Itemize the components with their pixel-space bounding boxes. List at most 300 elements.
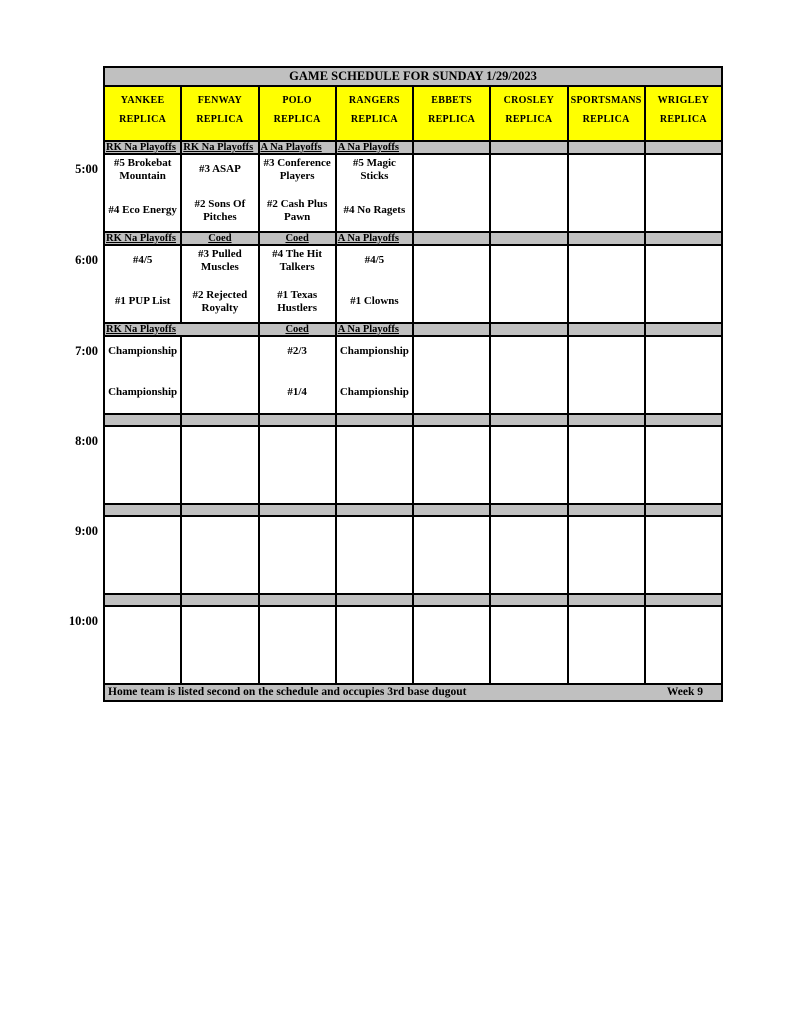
- division-band-cell: [413, 504, 490, 516]
- division-band-cell: [413, 594, 490, 606]
- game-matchup: [491, 607, 566, 683]
- division-band-cell: [568, 414, 645, 426]
- game-cell: [413, 516, 490, 594]
- field-name: FENWAY: [197, 95, 242, 106]
- game-matchup: [337, 517, 412, 593]
- division-band-cell: [413, 323, 490, 336]
- division-band-cell: [104, 232, 181, 245]
- away-team: [184, 338, 255, 365]
- home-team: [571, 197, 642, 224]
- away-team: [184, 428, 255, 455]
- game-matchup: [414, 427, 489, 503]
- game-row: [0, 516, 722, 594]
- division-band-cell: [568, 504, 645, 516]
- game-matchup: [569, 337, 644, 413]
- game-cell: [413, 154, 490, 232]
- away-team: #3 Pulled Muscles: [198, 247, 242, 273]
- schedule-title: GAME SCHEDULE FOR SUNDAY 1/29/2023: [104, 67, 722, 86]
- home-team: [493, 197, 564, 224]
- away-team: [493, 156, 564, 183]
- division-band-cell: [336, 323, 413, 336]
- away-team: [416, 608, 487, 635]
- home-team: [184, 379, 255, 406]
- game-matchup: [646, 607, 721, 683]
- game-row: [0, 426, 722, 504]
- division-band-cell: [181, 232, 258, 245]
- field-name: RANGERS: [348, 95, 400, 106]
- away-team: [571, 428, 642, 455]
- game-matchup: [337, 337, 412, 413]
- home-team: #2 Sons Of Pitches: [194, 197, 246, 223]
- game-cell: [568, 245, 645, 323]
- away-team: #4/5: [132, 254, 153, 266]
- home-team: [262, 469, 333, 496]
- gutter-spacer: [0, 232, 104, 245]
- game-cell: [490, 516, 567, 594]
- week-label: Week 9: [666, 686, 703, 698]
- division-band-cell: [645, 414, 722, 426]
- division-band-cell: [490, 232, 567, 245]
- gutter-spacer: [0, 414, 104, 426]
- game-cell: [104, 516, 181, 594]
- game-cell: [645, 516, 722, 594]
- field-header-cell: [336, 86, 413, 141]
- away-team: [493, 247, 564, 274]
- game-matchup: [260, 427, 335, 503]
- field-header-row: [0, 86, 722, 141]
- away-team: [571, 247, 642, 274]
- game-matchup: [337, 246, 412, 322]
- away-team: [571, 608, 642, 635]
- game-cell: [336, 245, 413, 323]
- field-header-cell: [181, 86, 258, 141]
- game-matchup: [182, 517, 257, 593]
- away-team: Championship: [108, 345, 178, 357]
- field-header-cell: [568, 86, 645, 141]
- division-band-row: [0, 504, 722, 516]
- home-team: [184, 469, 255, 496]
- game-matchup: [414, 517, 489, 593]
- division-band-cell: [645, 594, 722, 606]
- home-team: [184, 649, 255, 676]
- home-team: [416, 197, 487, 224]
- division-band-cell: [259, 232, 336, 245]
- field-name: SPORTSMANS: [570, 95, 642, 106]
- game-cell: [104, 336, 181, 414]
- time-label: 8:00: [75, 434, 98, 448]
- home-team: [571, 649, 642, 676]
- field-type-label: REPLICA: [273, 114, 321, 125]
- game-cell: [645, 606, 722, 684]
- division-band-cell: [490, 323, 567, 336]
- away-team: [648, 608, 719, 635]
- home-team: [339, 649, 410, 676]
- division-label: A Na Playoffs: [337, 233, 399, 244]
- division-band-row: [0, 594, 722, 606]
- game-matchup: [491, 517, 566, 593]
- game-row: [0, 245, 722, 323]
- division-band-cell: [104, 504, 181, 516]
- game-matchup: [105, 337, 180, 413]
- division-band-cell: [336, 504, 413, 516]
- division-band-cell: [104, 594, 181, 606]
- game-matchup: [646, 517, 721, 593]
- game-matchup: [182, 246, 257, 322]
- game-matchup: [414, 607, 489, 683]
- game-row: [0, 606, 722, 684]
- game-cell: [645, 154, 722, 232]
- home-team: #1 Texas Hustlers: [277, 288, 318, 314]
- title-row: [0, 67, 722, 86]
- away-team: [262, 428, 333, 455]
- game-matchup: [105, 246, 180, 322]
- away-team: [184, 608, 255, 635]
- away-team: #5 Brokebat Mountain: [113, 156, 172, 182]
- game-cell: [259, 336, 336, 414]
- game-cell: [490, 606, 567, 684]
- home-team: [571, 288, 642, 315]
- game-matchup: [182, 337, 257, 413]
- game-cell: [181, 516, 258, 594]
- home-team: #1/4: [287, 386, 307, 398]
- away-team: [416, 156, 487, 183]
- game-matchup: [182, 607, 257, 683]
- away-team: [648, 247, 719, 274]
- division-label: Coed: [285, 324, 309, 335]
- game-cell: [490, 336, 567, 414]
- home-team: [648, 559, 719, 586]
- home-team: [339, 559, 410, 586]
- division-band-cell: [645, 504, 722, 516]
- game-cell: [568, 336, 645, 414]
- field-header-cell: [645, 86, 722, 141]
- division-band-cell: [336, 232, 413, 245]
- game-matchup: [414, 337, 489, 413]
- game-cell: [336, 606, 413, 684]
- away-team: [493, 428, 564, 455]
- time-label: 7:00: [75, 344, 98, 358]
- game-matchup: [414, 155, 489, 231]
- gutter-spacer: [0, 323, 104, 336]
- game-cell: [568, 606, 645, 684]
- home-team: [493, 288, 564, 315]
- home-team: #2 Rejected Royalty: [192, 288, 248, 314]
- game-cell: [181, 245, 258, 323]
- away-team: #5 Magic Sticks: [352, 156, 396, 182]
- field-header-cell: [413, 86, 490, 141]
- division-band-cell: [413, 232, 490, 245]
- home-team: [493, 649, 564, 676]
- division-band-cell: [336, 141, 413, 154]
- division-band-cell: [336, 594, 413, 606]
- division-band-cell: [104, 414, 181, 426]
- game-matchup: [646, 427, 721, 503]
- schedule-table: [0, 66, 723, 702]
- division-band-row: [0, 141, 722, 154]
- away-team: Championship: [339, 345, 409, 357]
- game-matchup: [260, 517, 335, 593]
- game-row: [0, 154, 722, 232]
- field-name: WRIGLEY: [657, 95, 710, 106]
- home-team: [262, 559, 333, 586]
- game-cell: [181, 606, 258, 684]
- away-team: [648, 428, 719, 455]
- away-team: #4 The Hit Talkers: [272, 247, 323, 273]
- game-row: [0, 336, 722, 414]
- home-team: [571, 469, 642, 496]
- division-band-cell: [490, 141, 567, 154]
- home-team: Championship: [339, 386, 409, 398]
- division-band-cell: [259, 504, 336, 516]
- away-team: [184, 518, 255, 545]
- division-label: Coed: [285, 233, 309, 244]
- game-cell: [336, 516, 413, 594]
- home-team: [648, 469, 719, 496]
- game-cell: [181, 154, 258, 232]
- field-type-label: REPLICA: [119, 114, 167, 125]
- division-band-cell: [259, 414, 336, 426]
- away-team: [493, 338, 564, 365]
- game-cell: [413, 245, 490, 323]
- game-cell: [259, 154, 336, 232]
- division-label: A Na Playoffs: [260, 142, 322, 153]
- game-cell: [413, 426, 490, 504]
- game-matchup: [260, 155, 335, 231]
- field-header-cell: [490, 86, 567, 141]
- field-header-cell: [104, 86, 181, 141]
- division-label: RK Na Playoffs: [106, 233, 176, 244]
- home-team: [648, 197, 719, 224]
- time-label: 9:00: [75, 524, 98, 538]
- game-matchup: [646, 337, 721, 413]
- away-team: [571, 518, 642, 545]
- away-team: #2/3: [287, 345, 307, 357]
- game-cell: [336, 426, 413, 504]
- home-team: [648, 379, 719, 406]
- footer-note: Home team is listed second on the schedule and occupies 3rd base dugout: [108, 686, 467, 698]
- home-team: #1 Clowns: [350, 295, 399, 307]
- division-band-cell: [259, 141, 336, 154]
- away-team: [648, 156, 719, 183]
- home-team: [107, 469, 178, 496]
- game-cell: [568, 154, 645, 232]
- game-cell: [104, 154, 181, 232]
- game-cell: [104, 606, 181, 684]
- home-team: [493, 559, 564, 586]
- game-cell: [568, 516, 645, 594]
- gutter-spacer: [0, 594, 104, 606]
- home-team: [571, 379, 642, 406]
- division-band-cell: [568, 594, 645, 606]
- game-matchup: [105, 607, 180, 683]
- gutter-spacer: [0, 504, 104, 516]
- game-cell: [413, 606, 490, 684]
- game-cell: [568, 426, 645, 504]
- division-label: RK Na Playoffs: [106, 324, 176, 335]
- game-cell: [181, 336, 258, 414]
- field-name: POLO: [282, 95, 312, 106]
- game-matchup: [414, 246, 489, 322]
- game-matchup: [260, 337, 335, 413]
- home-team: [416, 379, 487, 406]
- field-type-label: REPLICA: [582, 114, 630, 125]
- time-label: 6:00: [75, 253, 98, 267]
- game-matchup: [491, 427, 566, 503]
- schedule-body: [0, 141, 722, 684]
- field-name: YANKEE: [120, 95, 165, 106]
- game-matchup: [569, 155, 644, 231]
- division-label: Coed: [208, 233, 232, 244]
- home-team: [339, 469, 410, 496]
- home-team: [184, 559, 255, 586]
- field-name: CROSLEY: [503, 95, 555, 106]
- home-team: #4 Eco Energy: [108, 204, 177, 216]
- away-team: #4/5: [364, 254, 385, 266]
- time-label: 5:00: [75, 162, 98, 176]
- division-band-cell: [645, 323, 722, 336]
- division-band-cell: [490, 414, 567, 426]
- division-label: A Na Playoffs: [337, 324, 399, 335]
- division-band-cell: [490, 594, 567, 606]
- home-team: [571, 559, 642, 586]
- game-cell: [645, 336, 722, 414]
- game-matchup: [337, 155, 412, 231]
- game-matchup: [337, 427, 412, 503]
- gutter-spacer: [0, 67, 104, 86]
- game-matchup: [569, 607, 644, 683]
- time-label: 10:00: [68, 614, 98, 628]
- division-band-row: [0, 232, 722, 245]
- game-matchup: [182, 155, 257, 231]
- game-matchup: [105, 517, 180, 593]
- game-cell: [181, 426, 258, 504]
- division-band-cell: [104, 323, 259, 336]
- gutter-spacer: [0, 141, 104, 154]
- division-band-cell: [181, 504, 258, 516]
- game-cell: [413, 336, 490, 414]
- away-team: [493, 608, 564, 635]
- away-team: [571, 156, 642, 183]
- away-team: [416, 338, 487, 365]
- home-team: [493, 379, 564, 406]
- game-matchup: [569, 517, 644, 593]
- game-matchup: [260, 607, 335, 683]
- game-cell: [259, 245, 336, 323]
- game-cell: [645, 426, 722, 504]
- away-team: [493, 518, 564, 545]
- field-type-label: REPLICA: [350, 114, 398, 125]
- away-team: [107, 428, 178, 455]
- home-team: [262, 649, 333, 676]
- division-band-cell: [104, 141, 181, 154]
- away-team: [416, 518, 487, 545]
- game-cell: [336, 336, 413, 414]
- game-cell: [490, 245, 567, 323]
- away-team: [416, 428, 487, 455]
- division-label: RK Na Playoffs: [106, 142, 176, 153]
- field-header-cell: [259, 86, 336, 141]
- away-team: [648, 338, 719, 365]
- game-matchup: [182, 427, 257, 503]
- home-team: #1 PUP List: [114, 295, 171, 307]
- away-team: [648, 518, 719, 545]
- field-type-label: REPLICA: [428, 114, 476, 125]
- home-team: [416, 469, 487, 496]
- away-team: [262, 518, 333, 545]
- game-cell: [104, 426, 181, 504]
- home-team: [416, 649, 487, 676]
- division-label: RK Na Playoffs: [183, 142, 254, 153]
- game-cell: [336, 154, 413, 232]
- home-team: [416, 559, 487, 586]
- away-team: [262, 608, 333, 635]
- away-team: [107, 518, 178, 545]
- away-team: [107, 608, 178, 635]
- home-team: #4 No Ragets: [343, 204, 406, 216]
- home-team: [648, 288, 719, 315]
- home-team: [107, 649, 178, 676]
- division-band-cell: [413, 414, 490, 426]
- home-team: [493, 469, 564, 496]
- game-cell: [259, 516, 336, 594]
- gutter-spacer: [0, 86, 104, 141]
- game-cell: [490, 154, 567, 232]
- game-matchup: [569, 427, 644, 503]
- division-band-cell: [568, 232, 645, 245]
- division-band-cell: [568, 323, 645, 336]
- gutter-spacer: [0, 684, 104, 701]
- game-matchup: [646, 246, 721, 322]
- division-band-cell: [645, 141, 722, 154]
- division-label: A Na Playoffs: [337, 142, 399, 153]
- division-band-cell: [259, 594, 336, 606]
- game-matchup: [105, 427, 180, 503]
- game-cell: [490, 426, 567, 504]
- game-cell: [645, 245, 722, 323]
- away-team: [339, 428, 410, 455]
- home-team: [416, 288, 487, 315]
- division-band-cell: [181, 141, 258, 154]
- away-team: [339, 608, 410, 635]
- away-team: #3 ASAP: [198, 163, 241, 175]
- game-matchup: [491, 246, 566, 322]
- game-matchup: [105, 155, 180, 231]
- field-type-label: REPLICA: [505, 114, 553, 125]
- division-band-cell: [181, 414, 258, 426]
- game-cell: [259, 426, 336, 504]
- division-band-row: [0, 323, 722, 336]
- footer-row: [0, 684, 722, 701]
- game-matchup: [569, 246, 644, 322]
- game-matchup: [491, 337, 566, 413]
- game-cell: [259, 606, 336, 684]
- field-type-label: REPLICA: [196, 114, 244, 125]
- division-band-cell: [645, 232, 722, 245]
- game-matchup: [646, 155, 721, 231]
- away-team: [339, 518, 410, 545]
- away-team: [571, 338, 642, 365]
- home-team: #2 Cash Plus Pawn: [266, 197, 328, 223]
- division-band-row: [0, 414, 722, 426]
- field-type-label: REPLICA: [659, 114, 707, 125]
- away-team: [416, 247, 487, 274]
- field-name: EBBETS: [431, 95, 472, 106]
- division-band-cell: [490, 504, 567, 516]
- away-team: #3 Conference Players: [263, 156, 331, 182]
- game-matchup: [491, 155, 566, 231]
- division-band-cell: [336, 414, 413, 426]
- home-team: [648, 649, 719, 676]
